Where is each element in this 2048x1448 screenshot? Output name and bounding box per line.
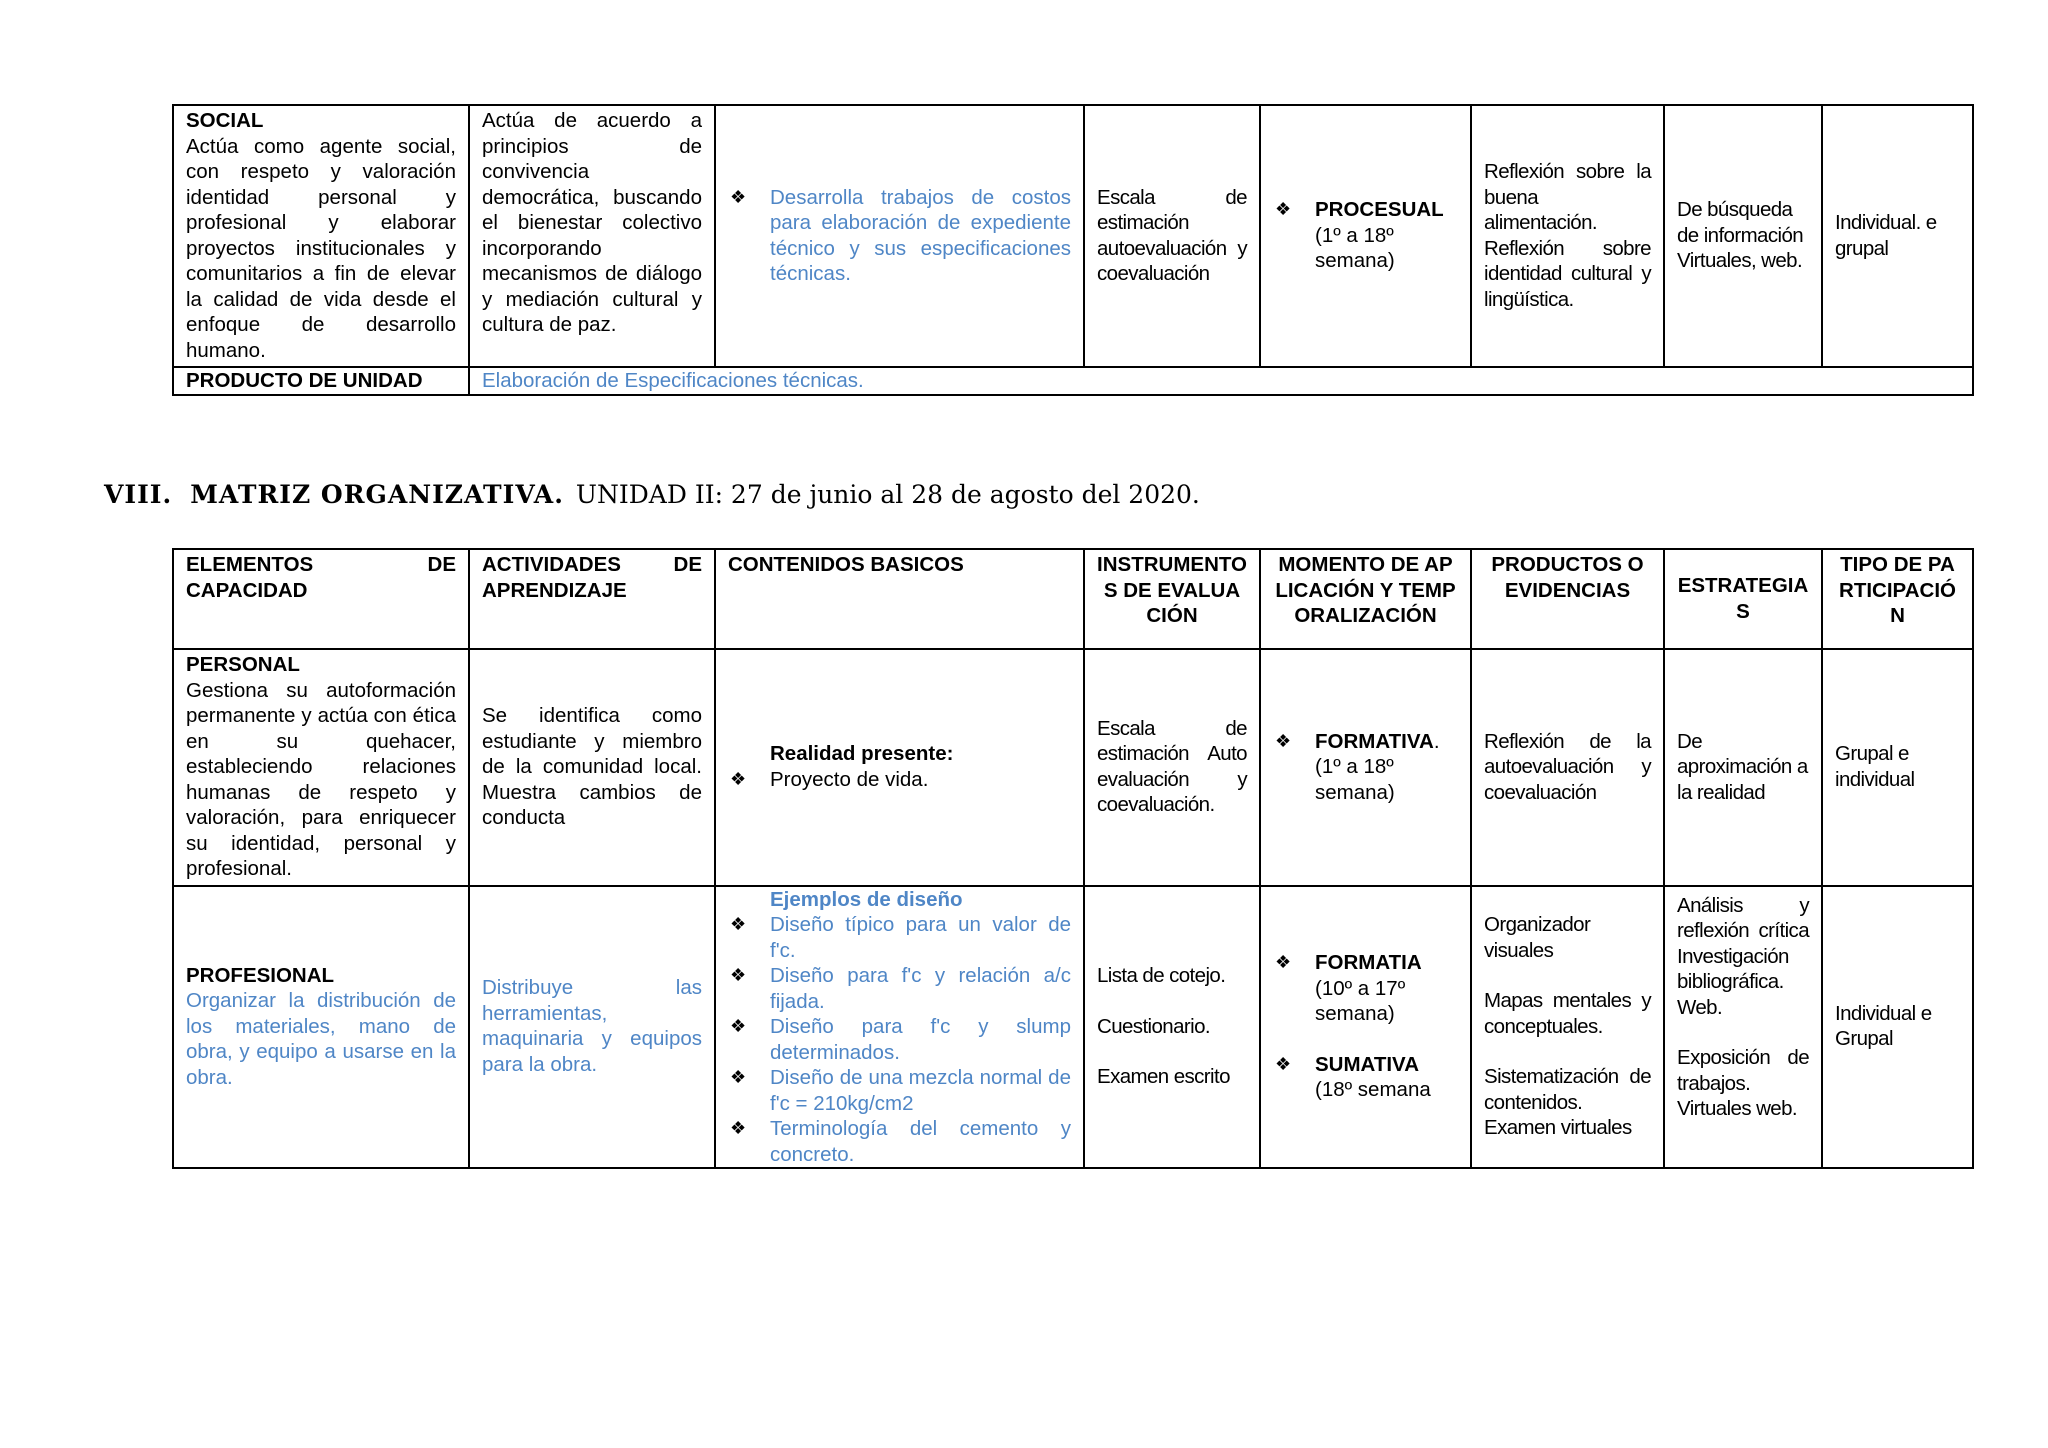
list-item: ❖ Diseño para f'c y slump determinados. (728, 1014, 1071, 1065)
contenidos-title: Ejemplos de diseño (770, 887, 963, 911)
section-number: VIII. (104, 480, 173, 509)
cell-contenidos-profesional (715, 886, 1084, 1169)
elementos-title: SOCIAL (186, 109, 264, 132)
header-elementos-a: ELEMENTOS (186, 553, 314, 576)
cell-contenidos-personal (715, 649, 1084, 886)
table-row-personal (173, 649, 1973, 886)
cell-participacion-social: Individual. e grupal (1822, 105, 1973, 367)
elementos-text: Organizar la distribución de los materiales, mano de obra, y equipo a usarse en la obra. (186, 989, 456, 1089)
section-subtitle: UNIDAD II: 27 de junio al 28 de agosto del 2020. (575, 480, 1200, 509)
cell-instrumentos-social: Escala de estimación autoevaluación y coevaluación (1084, 105, 1260, 367)
list-item: ❖ FORMATIVA. (1º a 18º semana) (1273, 729, 1458, 806)
elementos-text: Actúa como agente social, con respeto y valoración identidad personal y profesional y elaborar proyectos institucionales y comunitarios a fin de elevar la calidad de vida desde el enfoque de desarrollo humano. (186, 134, 456, 362)
cell-productos-personal: Reflexión de la autoevaluación y coevaluación (1471, 649, 1664, 886)
producto-value: Elaboración de Especificaciones técnicas. (469, 367, 1973, 395)
cell-participacion-personal: Grupal e individual (1822, 649, 1973, 886)
list-item (1273, 950, 1458, 1027)
list-item: ❖ Diseño típico para un valor de f'c. (728, 912, 1071, 963)
table-row-social (173, 105, 1973, 367)
cell-participacion-profesional: Individual e Grupal (1822, 886, 1973, 1169)
producto-item: Organizador visuales (1484, 913, 1591, 962)
producto-item: Sistematización de contenidos. (1484, 1065, 1651, 1114)
cell-productos-social: Reflexión sobre la buena alimentación. Reflexión sobre identidad cultural y lingüística. (1471, 105, 1664, 367)
table-unit-ii (172, 548, 1974, 1169)
producto-item: Examen virtuales (1484, 1116, 1632, 1139)
table-unit-social (172, 104, 1974, 396)
header-momento: MOMENTO DE APLICACIÓN Y TEMPORALIZACIÓN (1260, 549, 1471, 649)
momento-detail: (1º a 18º semana) (1315, 755, 1395, 804)
cell-actividades-personal: Se identifica como estudiante y miembro de la comunidad local. Muestra cambios de conducta (469, 649, 715, 886)
momento-detail: (10º a 17º semana) (1315, 976, 1406, 1025)
cell-contenidos-social (715, 105, 1084, 367)
elementos-title: PROFESIONAL (186, 963, 335, 987)
header-actividades-a: ACTIVIDADES (482, 553, 621, 576)
header-productos: PRODUCTOS O EVIDENCIAS (1471, 549, 1664, 649)
cell-elementos-profesional (173, 886, 469, 1169)
estrategia-item: Análisis y reflexión crítica Investigación bibliográfica. Web. (1677, 893, 1809, 1019)
momento-title: PROCESUAL (1315, 198, 1444, 222)
table-row-producto (173, 367, 1973, 395)
cell-estrategias-social: De búsqueda de información Virtuales, web. (1664, 105, 1822, 367)
estrategia-item: Exposición de trabajos. Virtuales web. (1677, 1046, 1809, 1120)
header-actividades-b: DE (673, 553, 702, 576)
momento-detail: (1º a 18º semana) (1315, 223, 1395, 273)
momento-detail: (18º semana (1315, 1078, 1431, 1101)
cell-momento-profesional (1260, 886, 1471, 1169)
list-item: ❖ Proyecto de vida. (728, 767, 1071, 793)
momento-title: FORMATIVA (1315, 729, 1434, 753)
instrumento-item: Examen escrito (1097, 1065, 1230, 1088)
cell-momento-social (1260, 105, 1471, 367)
list-item: ❖ Terminología del cemento y concreto. (728, 1116, 1071, 1167)
list-item: ❖ Diseño de una mezcla normal de f'c = 210kg/cm2 (728, 1065, 1071, 1116)
cell-productos-profesional (1471, 886, 1664, 1169)
contenidos-title: Realidad presente: (770, 742, 954, 766)
instrumento-item: Cuestionario. (1097, 1014, 1210, 1038)
cell-momento-personal (1260, 649, 1471, 886)
cell-estrategias-profesional (1664, 886, 1822, 1169)
header-elementos (173, 549, 469, 649)
list-item: ❖ Diseño para f'c y relación a/c fijada. (728, 963, 1071, 1014)
table-header-row (173, 549, 1973, 649)
elementos-title: PERSONAL (186, 653, 300, 676)
list-item (1273, 1052, 1458, 1103)
instrumento-item: Lista de cotejo. (1097, 964, 1226, 987)
cell-actividades-profesional: Distribuye las herramientas, maquinaria y equipos para la obra. (469, 886, 715, 1169)
elementos-text: Gestiona su autoformación permanente y actúa con ética en su quehacer, estableciendo relaciones humanas de respeto y valoración, para enriquecer su identidad, personal y profesional. (186, 678, 456, 880)
cell-estrategias-personal: De aproximación a la realidad (1664, 649, 1822, 886)
header-actividades (469, 549, 715, 649)
section-title: MATRIZ ORGANIZATIVA. (190, 480, 564, 509)
momento-title: FORMATIA (1315, 951, 1422, 974)
table-row-profesional (173, 886, 1973, 1169)
cell-instrumentos-profesional (1084, 886, 1260, 1169)
header-elementos-c: CAPACIDAD (186, 578, 308, 602)
header-instrumentos: INSTRUMENTOS DE EVALUACIÓN (1084, 549, 1260, 649)
header-actividades-c: APRENDIZAJE (482, 578, 627, 602)
section-heading (104, 480, 1200, 509)
header-estrategias: ESTRATEGIAS (1664, 549, 1822, 649)
producto-item: Mapas mentales y conceptuales. (1484, 989, 1651, 1038)
list-item (1273, 197, 1458, 274)
producto-label: PRODUCTO DE UNIDAD (173, 367, 469, 395)
cell-instrumentos-personal: Escala de estimación Auto evaluación y coevaluación. (1084, 649, 1260, 886)
header-elementos-b: DE (427, 553, 456, 576)
header-participacion: TIPO DE PARTICIPACIÓN (1822, 549, 1973, 649)
cell-elementos-social (173, 105, 469, 367)
header-contenidos: CONTENIDOS BASICOS (715, 549, 1084, 649)
list-item: ❖ Desarrolla trabajos de costos para elaboración de expediente técnico y sus especificaciones técnicas. (728, 185, 1071, 287)
cell-elementos-personal (173, 649, 469, 886)
momento-title: SUMATIVA (1315, 1052, 1420, 1076)
cell-actividades-social: Actúa de acuerdo a principios de convivencia democrática, buscando el bienestar colectivo incorporando mecanismos de diálogo y mediación cultural y cultura de paz. (469, 105, 715, 367)
